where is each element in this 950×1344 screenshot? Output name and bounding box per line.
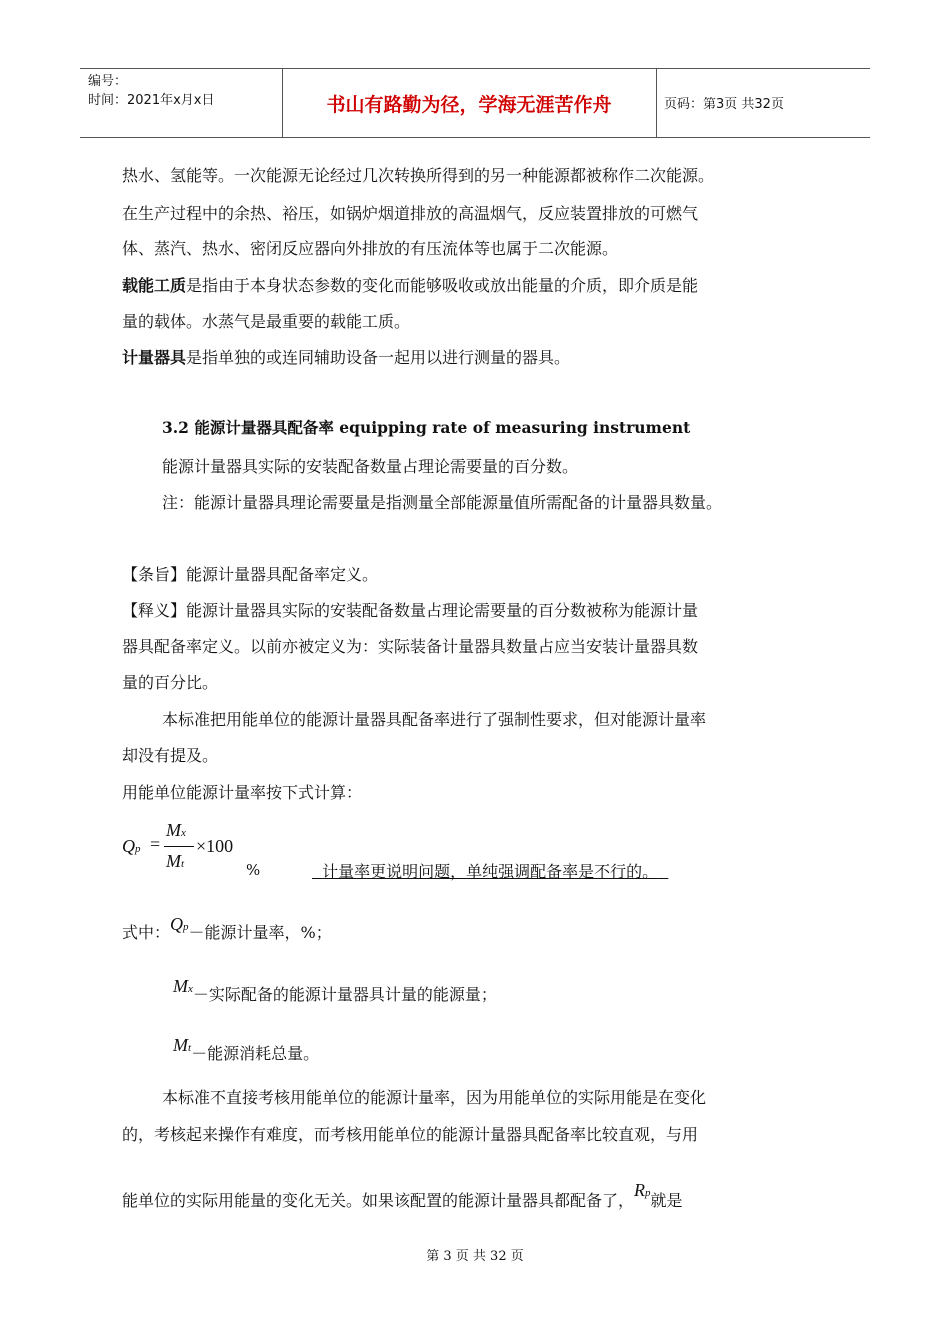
term-energy-carrier: 载能工质 [122, 276, 187, 295]
section-definition: 能源计量器具实际的安装配备数量占理论需要量的百分数。 [162, 457, 579, 476]
header-divider [656, 69, 657, 137]
formula-denominator: Mt [166, 851, 185, 871]
formula-numerator: Mx [166, 820, 186, 840]
paragraph-line: 器具配备率定义。以前亦被定义为：实际装备计量器具数量占应当安装计量器具数 [122, 637, 699, 656]
time-label: 时间：2021年x月x日 [88, 93, 215, 108]
var-rp: Rp [634, 1180, 651, 1200]
formula-percent: % [246, 861, 261, 879]
fraction-bar [164, 846, 194, 847]
var-mt-desc: －能源消耗总量。 [191, 1044, 320, 1063]
variable-line [173, 1035, 320, 1064]
paragraph-line: 体、蒸汽、热水、密闭反应器向外排放的有压流体等也属于二次能源。 [122, 239, 619, 258]
variable-line [173, 976, 497, 1005]
paragraph-line: 热水、氢能等。一次能源无论经过几次转换所得到的另一种能源都被称作二次能源。 [122, 166, 715, 185]
section-note: 注：能源计量器具理论需要量是指测量全部能源量值所需配备的计量器具数量。 [162, 493, 723, 512]
header-motto: 书山有路勤为径，学海无涯苦作舟 [326, 93, 612, 116]
formula-lhs: Qp [122, 836, 141, 856]
var-mx-desc: －实际配备的能源计量器具计量的能源量； [192, 985, 497, 1004]
term-definition: 是指单独的或连同辅助设备一起用以进行测量的器具。 [186, 348, 571, 367]
paragraph-line: 量的载体。水蒸气是最重要的载能工质。 [122, 312, 411, 331]
clause-purpose: 【条旨】能源计量器具配备率定义。 [122, 565, 379, 584]
header-page-label: 页码：第3页 共32页 [664, 97, 784, 112]
clause-explanation: 【释义】能源计量器具实际的安装配备数量占理论需要量的百分数被称为能源计量 [122, 601, 699, 620]
paragraph-line: 用能单位能源计量率按下式计算： [122, 783, 363, 802]
paragraph-line: 的，考核起来操作有难度，而考核用能单位的能源计量器具配备率比较直观，与用 [122, 1125, 699, 1144]
var-mt: Mt [173, 1035, 192, 1055]
margin-annotation: 计量率更说明问题，单纯强调配备率是不行的。 [322, 862, 659, 881]
term-definition: 是指由于本身状态参数的变化而能够吸收或放出能量的介质，即介质是能 [186, 276, 699, 295]
section-title: 3.2 能源计量器具配备率 equipping rate of measuring instrument [162, 418, 691, 437]
var-qp: Qp [170, 914, 189, 934]
page-header [80, 68, 870, 138]
term-measuring-instrument: 计量器具 [122, 348, 187, 367]
var-mx: Mx [173, 976, 193, 996]
paragraph-line: 却没有提及。 [122, 746, 219, 765]
where-label: 式中： [122, 923, 171, 942]
formula-times: ×100 [196, 836, 234, 856]
code-label: 编号： [88, 74, 128, 89]
paragraph-line: 本标准把用能单位的能源计量器具配备率进行了强制性要求，但对能源计量率 [162, 710, 707, 729]
variable-line [122, 914, 332, 943]
definition-line [122, 345, 570, 368]
paragraph-line: 能单位的实际用能量的变化无关。如果该配置的能源计量器具都配备了，Rp就是 [122, 1180, 683, 1210]
formula-equals: = [150, 834, 161, 854]
var-qp-desc: －能源计量率，%； [188, 923, 332, 942]
paragraph-line: 量的百分比。 [122, 673, 219, 692]
paragraph-line: 在生产过程中的余热、裕压，如锅炉烟道排放的高温烟气，反应装置排放的可燃气 [122, 204, 699, 223]
paragraph-line: 本标准不直接考核用能单位的能源计量率，因为用能单位的实际用能是在变化 [162, 1088, 707, 1107]
definition-line [122, 273, 698, 296]
page-footer: 第 3 页 共 32 页 [426, 1249, 524, 1264]
header-meta [88, 72, 214, 110]
